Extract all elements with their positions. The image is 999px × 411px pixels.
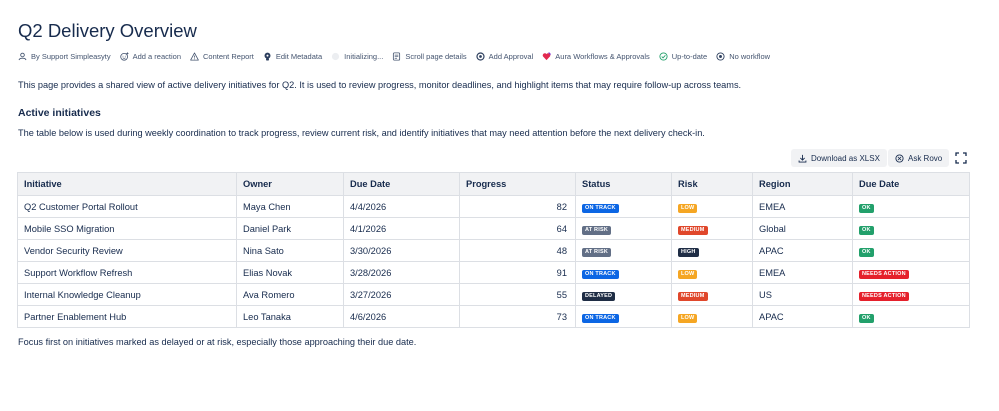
header-owner[interactable]: Owner — [237, 173, 344, 196]
aura-workflows-button[interactable] — [542, 52, 649, 61]
due-flag-lozenge: NEEDS ACTION — [859, 292, 909, 301]
cell-risk — [672, 306, 753, 328]
cell-due-date: 4/1/2026 — [344, 218, 460, 240]
scroll-page-details-button[interactable] — [392, 52, 466, 61]
header-region[interactable]: Region — [753, 173, 853, 196]
add-approval-button[interactable] — [476, 52, 534, 61]
cell-progress: 82 — [460, 196, 576, 218]
edit-metadata-label: Edit Metadata — [275, 52, 323, 61]
due-flag-lozenge: OK — [859, 314, 874, 323]
cell-owner: Leo Tanaka — [237, 306, 344, 328]
cell-due-date: 3/27/2026 — [344, 284, 460, 306]
up-to-date-status[interactable] — [659, 52, 707, 61]
loading-icon — [331, 52, 340, 61]
due-flag-lozenge: OK — [859, 204, 874, 213]
user-icon — [18, 52, 27, 61]
download-xlsx-label: Download as XLSX — [811, 153, 880, 163]
cell-progress: 64 — [460, 218, 576, 240]
cell-owner: Maya Chen — [237, 196, 344, 218]
status-lozenge: ON TRACK — [582, 204, 619, 213]
cell-progress: 73 — [460, 306, 576, 328]
content-report-label: Content Report — [203, 52, 254, 61]
cell-due-date: 3/30/2026 — [344, 240, 460, 262]
section-heading: Active initiatives — [18, 107, 101, 119]
content-report-button[interactable] — [190, 52, 254, 61]
cell-region: US — [753, 284, 853, 306]
download-icon — [798, 154, 807, 163]
fullscreen-icon[interactable] — [954, 151, 968, 165]
cell-progress: 91 — [460, 262, 576, 284]
cell-initiative: Support Workflow Refresh — [18, 262, 237, 284]
warning-icon — [190, 52, 199, 61]
initializing-status — [331, 52, 383, 61]
cell-risk — [672, 218, 753, 240]
add-reaction-label: Add a reaction — [132, 52, 181, 61]
header-due-date[interactable]: Due Date — [344, 173, 460, 196]
cell-status — [576, 240, 672, 262]
cell-risk — [672, 262, 753, 284]
cell-due-date: 4/4/2026 — [344, 196, 460, 218]
cell-region: Global — [753, 218, 853, 240]
cell-status — [576, 262, 672, 284]
edit-metadata-button[interactable] — [263, 52, 322, 61]
cell-status — [576, 218, 672, 240]
cell-risk — [672, 284, 753, 306]
page-title: Q2 Delivery Overview — [18, 20, 197, 41]
cell-due-flag — [853, 218, 970, 240]
cell-risk — [672, 240, 753, 262]
no-workflow-icon — [716, 52, 725, 61]
scroll-page-details-label: Scroll page details — [405, 52, 467, 61]
approval-icon — [476, 52, 485, 61]
byline-author[interactable] — [18, 52, 111, 61]
status-lozenge: DELAYED — [582, 292, 615, 301]
metadata-icon — [263, 52, 272, 61]
cell-risk — [672, 196, 753, 218]
table-row — [18, 262, 970, 284]
initializing-label: Initializing... — [344, 52, 384, 61]
section-description: The table below is used during weekly coordination to track progress, review current risk, and identify initiatives that may need attention before the next delivery check-in. — [18, 128, 705, 138]
risk-lozenge: HIGH — [678, 248, 699, 257]
cell-progress: 55 — [460, 284, 576, 306]
risk-lozenge: LOW — [678, 270, 697, 279]
risk-lozenge: MEDIUM — [678, 226, 708, 235]
due-flag-lozenge: OK — [859, 248, 874, 257]
aura-workflows-label: Aura Workflows & Approvals — [555, 52, 650, 61]
due-flag-lozenge: NEEDS ACTION — [859, 270, 909, 279]
header-initiative[interactable]: Initiative — [18, 173, 237, 196]
cell-region: APAC — [753, 240, 853, 262]
header-progress[interactable]: Progress — [460, 173, 576, 196]
cell-status — [576, 306, 672, 328]
table-row — [18, 196, 970, 218]
cell-due-flag — [853, 284, 970, 306]
risk-lozenge: LOW — [678, 314, 697, 323]
table-row — [18, 284, 970, 306]
cell-initiative: Partner Enablement Hub — [18, 306, 237, 328]
status-lozenge: AT RISK — [582, 226, 611, 235]
byline-bar — [18, 52, 779, 61]
no-workflow-label: No workflow — [729, 52, 771, 61]
scroll-icon — [392, 52, 401, 61]
cell-owner: Ava Romero — [237, 284, 344, 306]
aura-heart-icon — [542, 52, 551, 61]
cell-due-flag — [853, 240, 970, 262]
status-lozenge: ON TRACK — [582, 314, 619, 323]
byline-author-label: By Support Simpleasyty — [31, 52, 111, 61]
check-circle-icon — [659, 52, 668, 61]
header-status[interactable]: Status — [576, 173, 672, 196]
cell-owner: Daniel Park — [237, 218, 344, 240]
ask-rovo-button[interactable] — [888, 149, 949, 167]
header-risk[interactable]: Risk — [672, 173, 753, 196]
cell-status — [576, 196, 672, 218]
cell-owner: Nina Sato — [237, 240, 344, 262]
table-header-row — [18, 173, 970, 196]
table-row — [18, 240, 970, 262]
emoji-add-icon — [120, 52, 129, 61]
cell-due-flag — [853, 196, 970, 218]
cell-region: EMEA — [753, 196, 853, 218]
cell-initiative: Q2 Customer Portal Rollout — [18, 196, 237, 218]
cell-initiative: Mobile SSO Migration — [18, 218, 237, 240]
footer-note: Focus first on initiatives marked as delayed or at risk, especially those approaching their due date. — [18, 337, 417, 347]
risk-lozenge: MEDIUM — [678, 292, 708, 301]
cell-progress: 48 — [460, 240, 576, 262]
status-lozenge: AT RISK — [582, 248, 611, 257]
cell-due-date: 4/6/2026 — [344, 306, 460, 328]
download-xlsx-button[interactable] — [791, 149, 887, 167]
rovo-icon — [895, 154, 904, 163]
initiatives-table — [17, 172, 970, 328]
cell-initiative: Internal Knowledge Cleanup — [18, 284, 237, 306]
table-row — [18, 306, 970, 328]
status-lozenge: ON TRACK — [582, 270, 619, 279]
cell-due-date: 3/28/2026 — [344, 262, 460, 284]
cell-owner: Elias Novak — [237, 262, 344, 284]
risk-lozenge: LOW — [678, 204, 697, 213]
intro-paragraph: This page provides a shared view of active delivery initiatives for Q2. It is used to review progress, monitor deadlines, and highlight items that may require follow-up across teams. — [18, 80, 742, 90]
no-workflow-status[interactable] — [716, 52, 770, 61]
cell-region: APAC — [753, 306, 853, 328]
up-to-date-label: Up-to-date — [671, 52, 708, 61]
cell-due-flag — [853, 262, 970, 284]
cell-status — [576, 284, 672, 306]
add-approval-label: Add Approval — [488, 52, 534, 61]
header-due-flag[interactable]: Due Date — [853, 173, 970, 196]
ask-rovo-label: Ask Rovo — [908, 153, 943, 163]
add-reaction-button[interactable] — [120, 52, 181, 61]
cell-region: EMEA — [753, 262, 853, 284]
due-flag-lozenge: OK — [859, 226, 874, 235]
cell-initiative: Vendor Security Review — [18, 240, 237, 262]
cell-due-flag — [853, 306, 970, 328]
table-row — [18, 218, 970, 240]
